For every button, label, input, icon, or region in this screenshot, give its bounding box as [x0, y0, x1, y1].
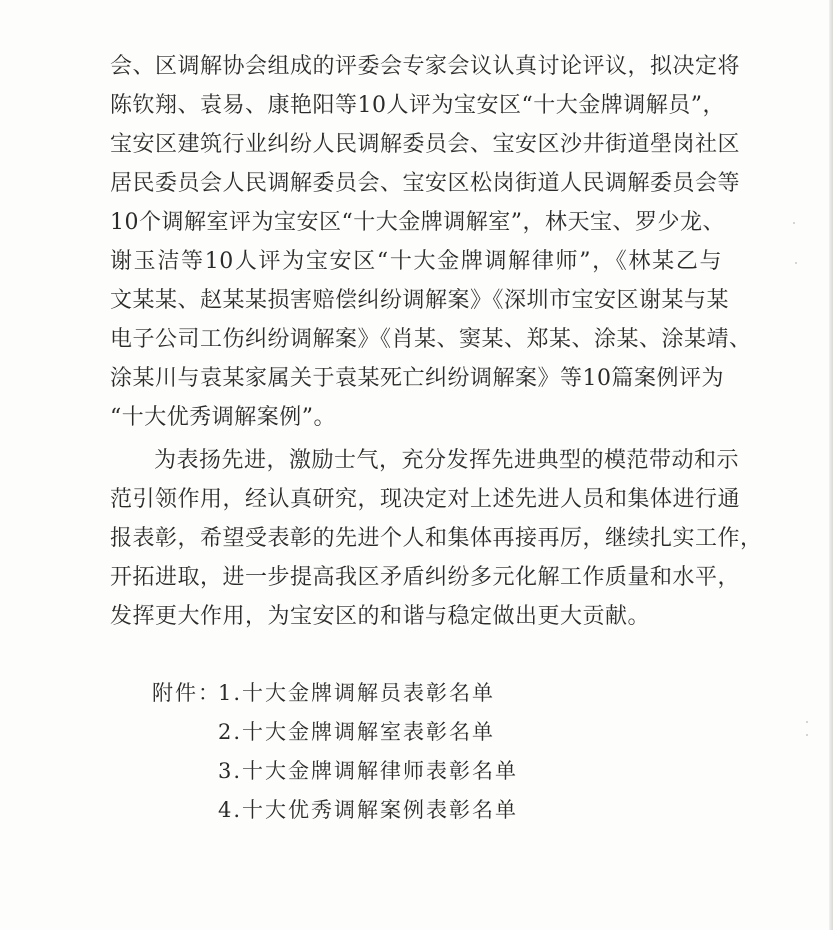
paragraph-line: 范引领作用，经认真研究，现决定对上述先进人员和集体进行通	[110, 487, 741, 512]
attachment-item: 3.十大金牌调解律师表彰名单	[218, 759, 519, 783]
paragraph-line: 涂某川与袁某家属关于袁某死亡纠纷调解案》等10篇案例评为	[110, 366, 724, 391]
paragraph-line: 居民委员会人民调解委员会、宝安区松岗街道人民调解委员会等	[110, 171, 741, 196]
paragraph-line: 文某某、赵某某损害赔偿纠纷调解案》《深圳市宝安区谢某与某	[110, 288, 730, 313]
attachment-item: 4.十大优秀调解案例表彰名单	[218, 798, 519, 822]
paragraph-line: 会、区调解协会组成的评委会专家会议认真讨论评议，拟决定将	[110, 54, 741, 79]
scan-speck	[806, 721, 808, 723]
paragraph-line: 宝安区建筑行业纠纷人民调解委员会、宝安区沙井街道壆岗社区	[110, 132, 741, 157]
paragraph-line: 谢玉洁等10人评为宝安区“十大金牌调解律师”，《林某乙与	[110, 249, 722, 274]
paragraph-line: 开拓进取，进一步提高我区矛盾纠纷多元化解工作质量和水平，	[110, 565, 741, 590]
paragraph-line: 10个调解室评为宝安区“十大金牌调解室”，林天宝、罗少龙、	[110, 210, 725, 235]
paragraph-line: 发挥更大作用，为宝安区的和谐与稳定做出更大贡献。	[110, 604, 651, 629]
attachment-item: 1.十大金牌调解员表彰名单	[218, 681, 496, 705]
paragraph-line: 陈钦翔、袁易、康艳阳等10人评为宝安区“十大金牌调解员”，	[110, 93, 725, 118]
attachments-label: 附件：	[152, 681, 221, 705]
attachment-item: 2.十大金牌调解室表彰名单	[218, 720, 496, 744]
paragraph-line: “十大优秀调解案例”。	[110, 405, 336, 430]
scan-speck	[793, 222, 795, 224]
scan-speck	[795, 262, 797, 264]
paragraph-line: 为表扬先进，激励士气，充分发挥先进典型的模范带动和示	[154, 448, 740, 473]
scan-speck	[806, 734, 808, 736]
paragraph-line: 电子公司工伤纠纷调解案》《肖某、窦某、郑某、涂某、涂某靖、	[110, 327, 752, 352]
paragraph-line: 报表彰，希望受表彰的先进个人和集体再接再厉，继续扎实工作，	[110, 526, 763, 551]
page-edge-shadow	[829, 0, 833, 930]
